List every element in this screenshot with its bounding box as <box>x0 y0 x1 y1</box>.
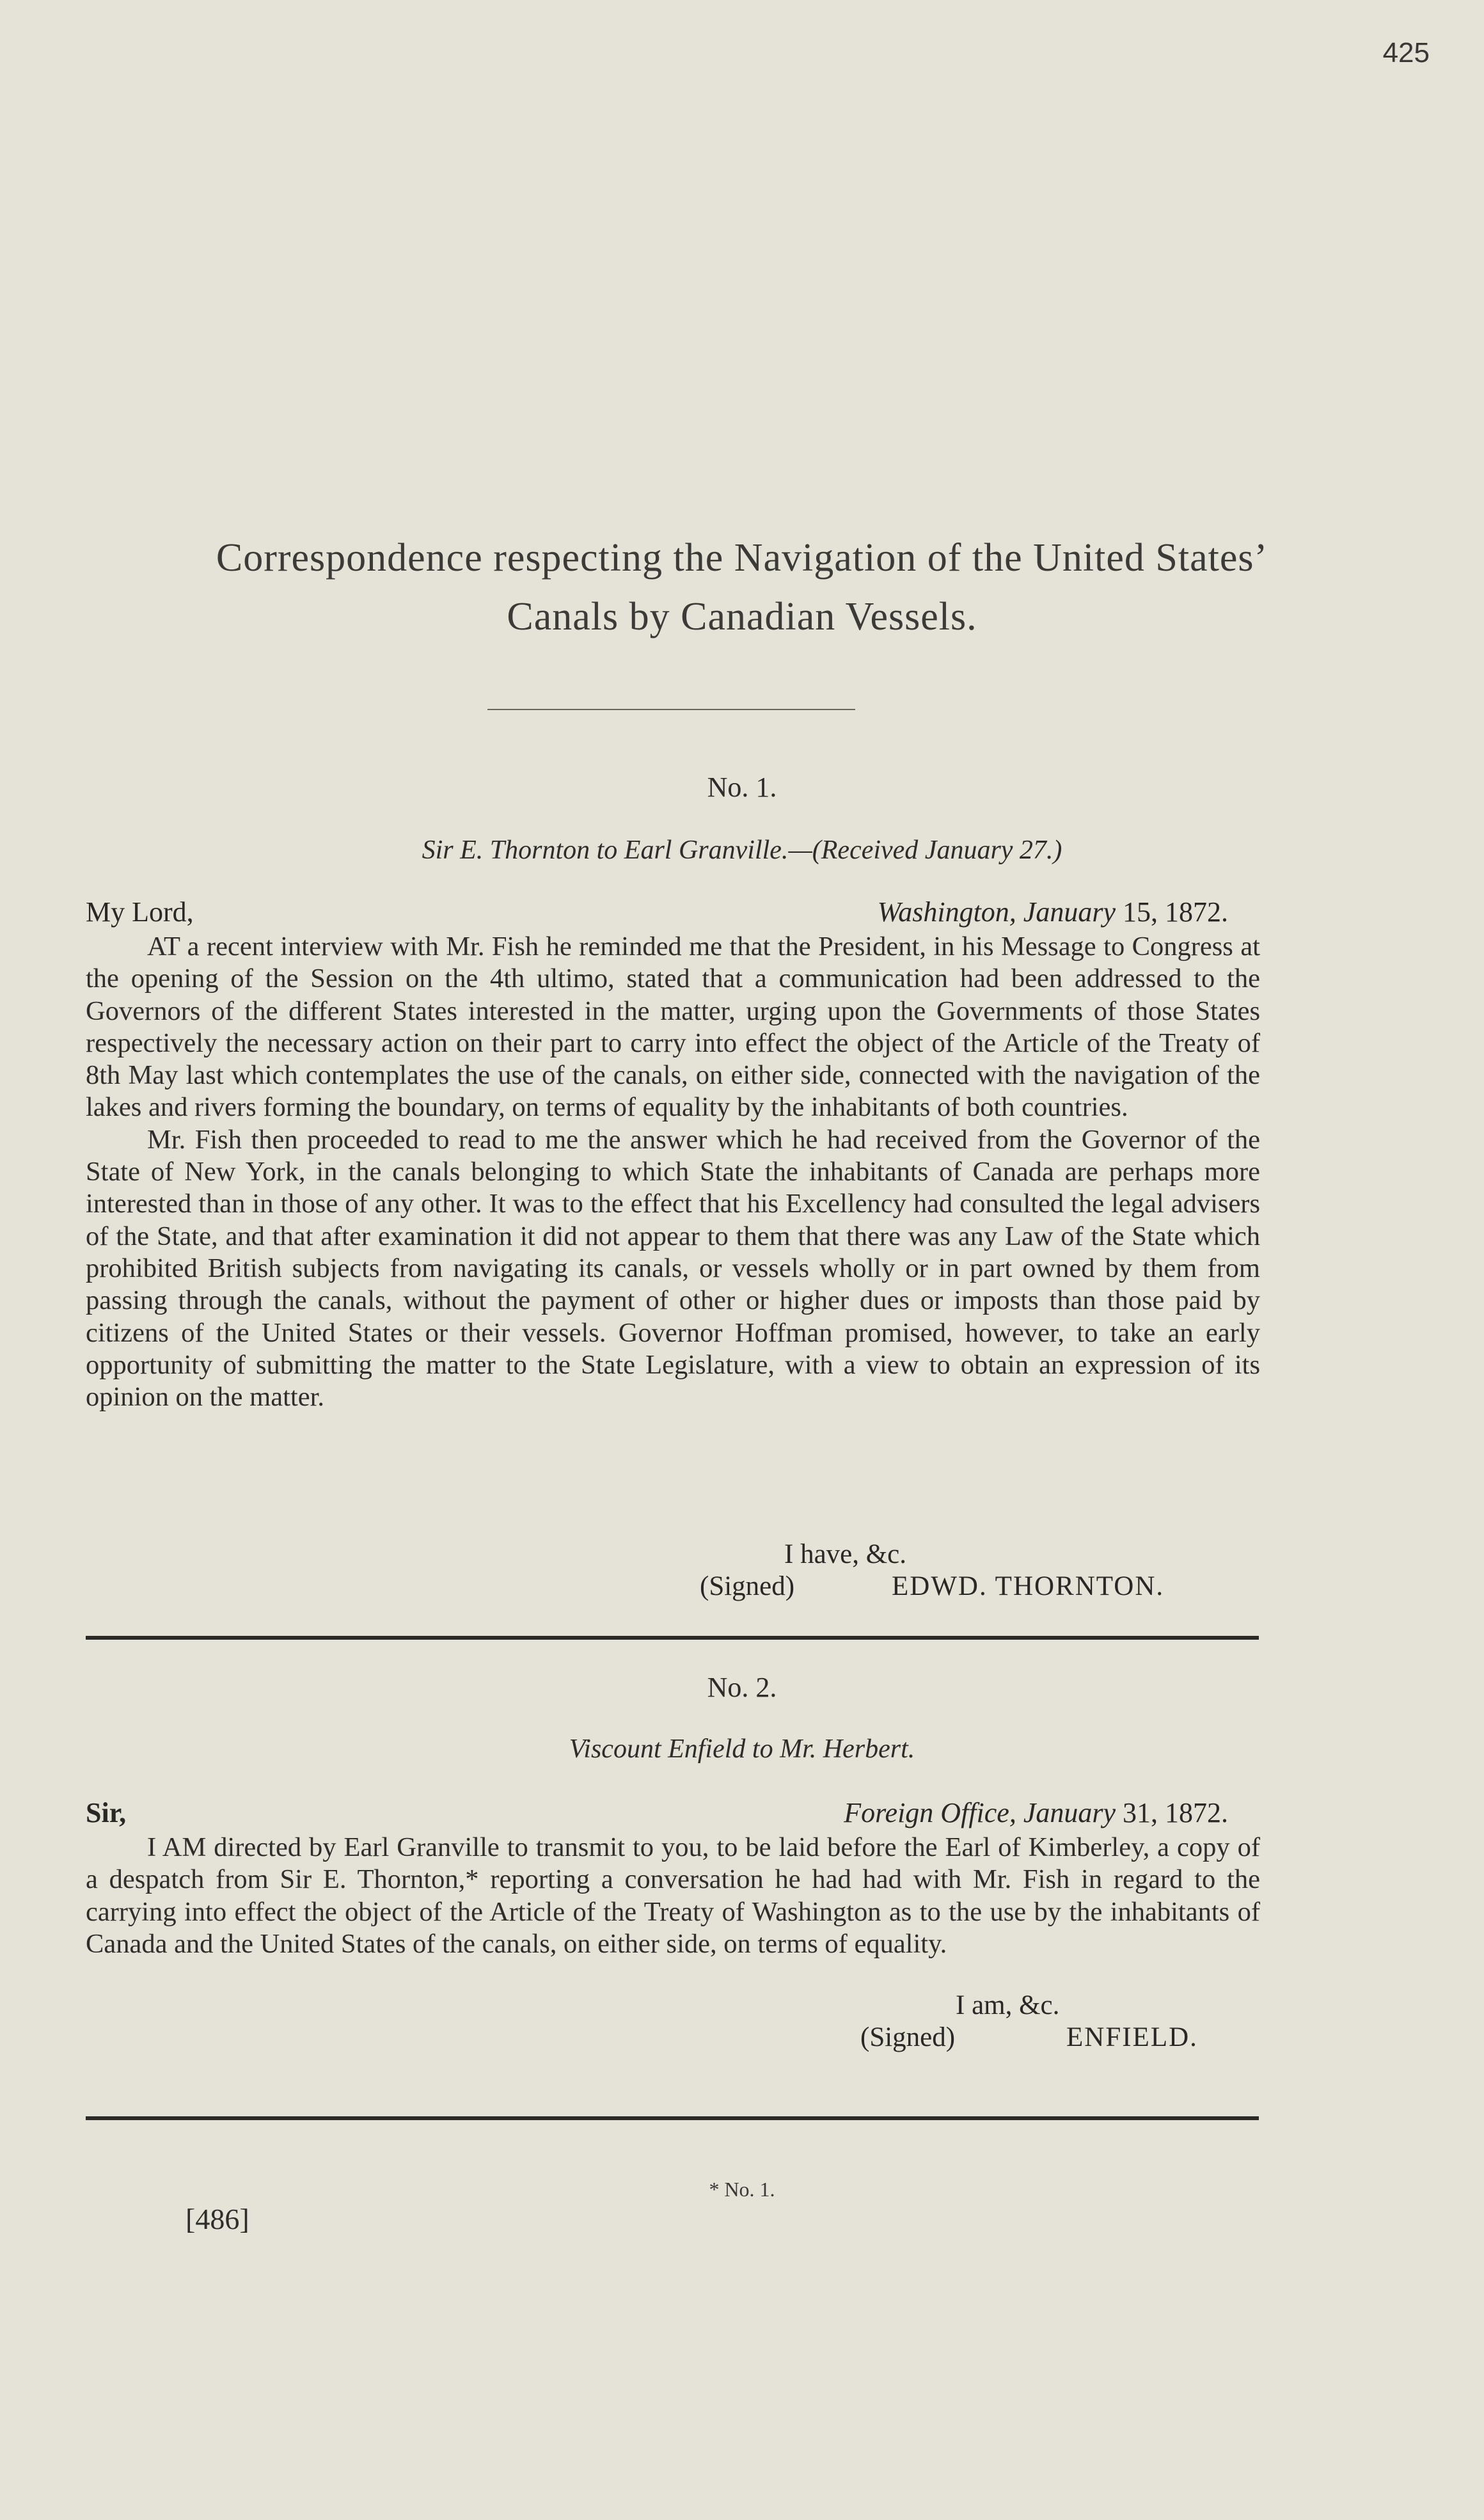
title-divider <box>487 709 855 710</box>
letter-2-closing: I am, &c. <box>956 1990 1060 2020</box>
letter-1-salutation: My Lord, <box>86 896 194 928</box>
letter-1-paragraph-1: AT a recent interview with Mr. Fish he reminded me that the President, in his Message to Congress at the opening of the Session on the 4th ultimo, stated that a communication had been addressed to the Governors of the different States interested in the matter, urging upon the Governments of those States respectively the necessary action on their part to carry into effect the object of the Article of the Treaty of 8th May last which contemplates the use of the canals, on either side, connected with the navigation of the lakes and rivers forming the boundary, on terms of equality by the inhabitants of both countries. <box>86 931 1260 1123</box>
letter-1-place: Washington, January <box>877 896 1116 928</box>
letter-1-body <box>86 931 1260 1413</box>
letter-1-number: No. 1. <box>707 772 777 803</box>
page-number: 425 <box>1382 37 1430 68</box>
letter-1-signed-label: (Signed) <box>700 1571 795 1601</box>
letter-2-paragraph-1: I AM directed by Earl Granville to transmit to you, to be laid before the Earl of Kimberley, a copy of a despatch from Sir E. Thornton,* reporting a conversation he had had with Mr. Fish in regard to the carrying into effect the object of the Article of the Treaty of Washington as to the use by the inhabitants of Canada and the United States of the canals, on either side, on terms of equality. <box>86 1832 1260 1959</box>
letter-1-signature <box>700 1571 1164 1602</box>
letter-1-heading <box>0 835 1484 866</box>
print-code: [486] <box>186 2203 249 2235</box>
letter-1-closing: I have, &c. <box>784 1539 907 1569</box>
letter-2-number: No. 2. <box>707 1672 777 1703</box>
title-line-1: Correspondence respecting the Navigation of the United States’ <box>216 536 1268 580</box>
letter-2-signature <box>860 2022 1198 2053</box>
letter-2-signer: ENFIELD. <box>1066 2022 1198 2052</box>
letter-2-salutation: Sir, <box>86 1797 127 1828</box>
footer-rule <box>86 2116 1259 2120</box>
letter-2-body <box>86 1832 1260 1960</box>
document-title <box>0 528 1484 646</box>
footnote: * No. 1. <box>709 2178 775 2201</box>
title-line-2: Canals by Canadian Vessels. <box>507 595 977 638</box>
letter-2-place: Foreign Office, January <box>844 1797 1116 1828</box>
letter-2-signed-label: (Signed) <box>860 2022 956 2052</box>
letter-1-paragraph-2: Mr. Fish then proceeded to read to me the answer which he had received from the Governor of the State of New York, in the canals belonging to which State the inhabitants of Canada are perhaps more interested than in those of any other. It was to the effect that his Excellency had consulted the legal advisers of the State, and that after examination it did not appear to them that there was any Law of the State which prohibited British subjects from navigating its canals, or vessels wholly or in part owned by them from passing through the canals, without the payment of other or higher dues or imposts than those paid by citizens of the United States or their vessels. Governor Hoffman promised, however, to take an early opportunity of submitting the matter to the State Legislature, with a view to obtain an expression of its opinion on the matter. <box>86 1124 1260 1413</box>
letter-1-received-note: —(Received January 27.) <box>788 836 1062 865</box>
letter-1-date: 15, 1872. <box>1116 896 1228 928</box>
letter-1-heading-names: Sir E. Thornton to Earl Granville. <box>422 836 789 865</box>
letter-1-signer: EDWD. THORNTON. <box>892 1571 1165 1601</box>
letter-2-place-date <box>844 1796 1228 1829</box>
letter-2-date: 31, 1872. <box>1116 1797 1228 1828</box>
letter-2-heading: Viscount Enfield to Mr. Herbert. <box>569 1734 915 1764</box>
letter-separator-rule <box>86 1636 1259 1640</box>
letter-1-place-date <box>878 896 1228 928</box>
